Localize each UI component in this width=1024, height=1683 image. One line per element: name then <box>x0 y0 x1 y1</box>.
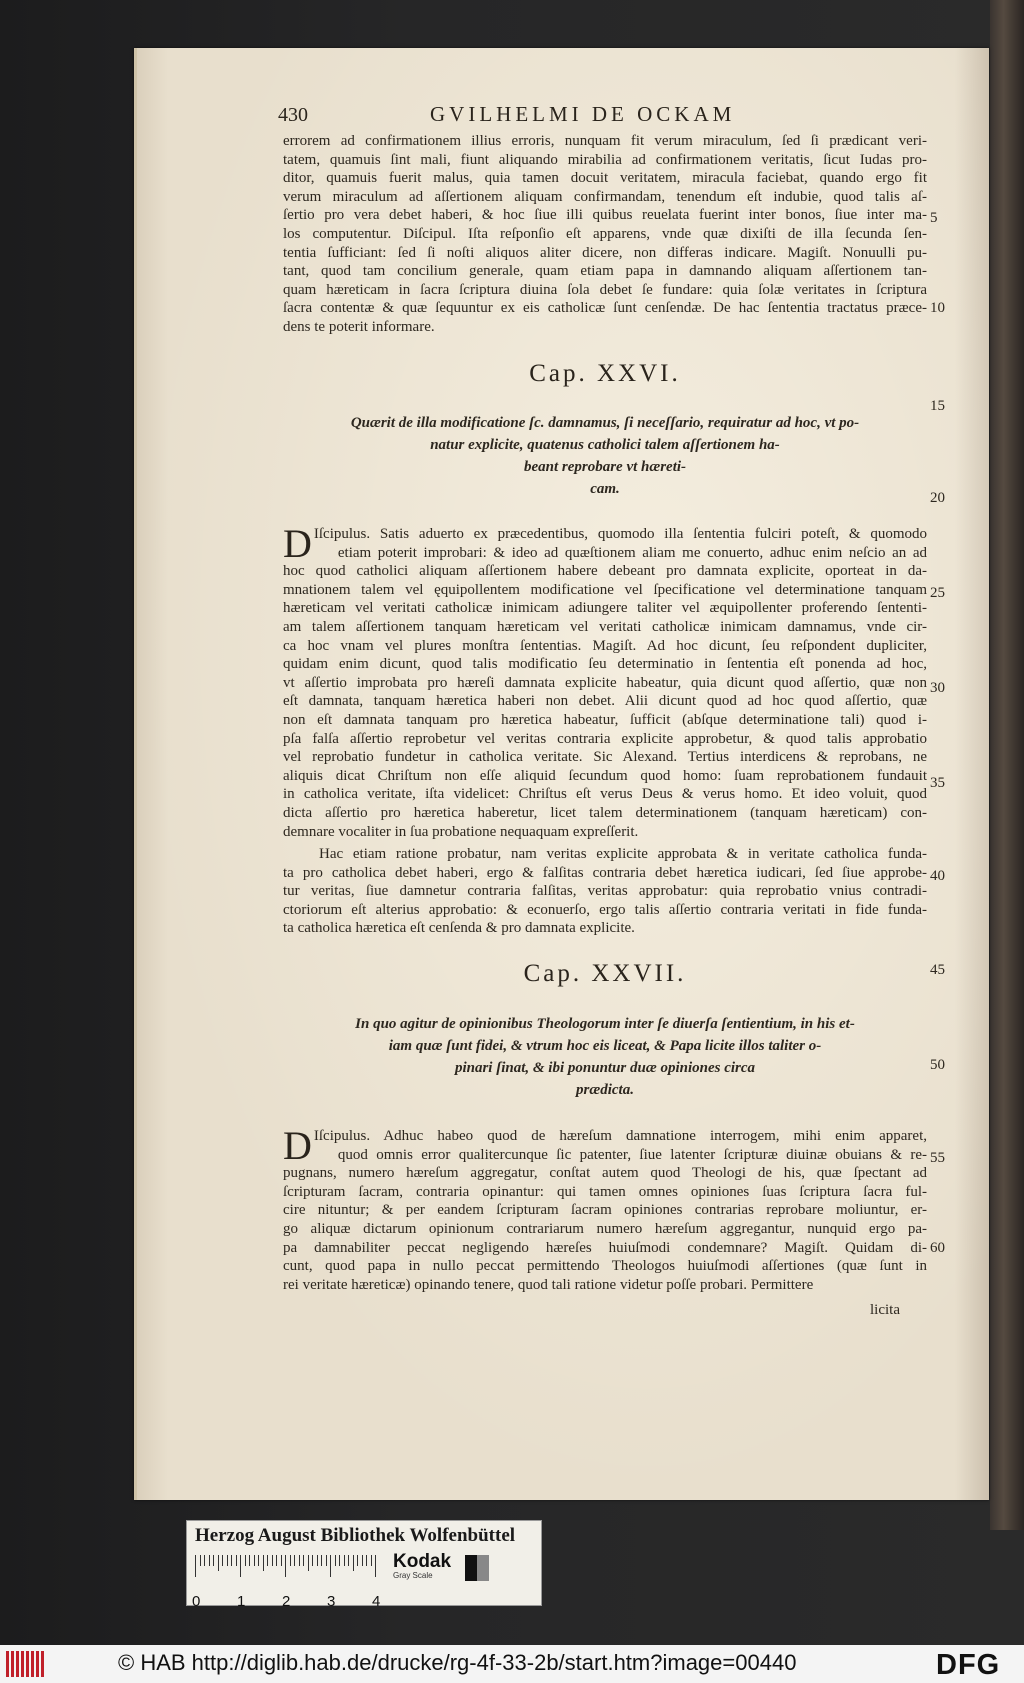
ruler-tick <box>375 1555 376 1577</box>
drop-capital: D <box>283 1123 312 1168</box>
text-line: non eſt damnata tanquam pro hæretica habeatur, ſufficit (abſque determinatione tali) quod i- <box>283 711 927 728</box>
drop-capital: D <box>283 521 312 566</box>
ruler-tick <box>267 1555 268 1566</box>
ruler-tick <box>222 1555 223 1566</box>
margin-line-number: 25 <box>930 585 945 601</box>
ruler-tick <box>213 1555 214 1566</box>
text-line: etiam poterit improbari: & ideo ad quæſtionem aliam me conuerto, adhuc enim neſcio an ad <box>337 544 927 561</box>
text-line: ſacra contentæ & quæ ſequuntur ex eis catholicæ ſunt cenſendæ. De hac ſententia tractatus præce- <box>283 300 927 317</box>
ruler-tick <box>272 1555 273 1566</box>
margin-line-number: 35 <box>930 775 945 791</box>
text-line: hoc quod catholici aliquam aſſertionem habere debeant pro damnata explicite, oporteat in da- <box>283 563 927 580</box>
footer-url[interactable]: © HAB http://diglib.hab.de/drucke/rg-4f-33-2b/start.htm?image=00440 <box>118 1650 797 1675</box>
text-line: Hac etiam ratione probatur, nam veritas explicite approbata & in veritate catholica funda- <box>319 846 927 862</box>
chapter-26-body <box>283 521 927 841</box>
ruler-tick <box>299 1555 300 1566</box>
margin-line-number: 40 <box>930 868 945 884</box>
margin-line-number: 50 <box>930 1057 945 1073</box>
ruler-tick <box>258 1555 259 1566</box>
ruler-tick <box>317 1555 318 1566</box>
summary-line: Quærit de illa modificatione ſc. damnamus, ſi neceſſario, requiratur ad hoc, vt po- <box>350 415 860 431</box>
ruler-tick <box>200 1555 201 1566</box>
ruler-number: 2 <box>282 1593 291 1610</box>
text-line: verum miraculum ad aſſertionem aliquam confirmandam, tenendum eſt indubie, quod talis aſ- <box>283 188 927 205</box>
kodak-logo: Kodak <box>393 1551 452 1572</box>
text-line: vel reprobatio fundetur in catholica veritate. Sic Alexand. Tertius interdicens & reprobans, ne <box>283 749 927 766</box>
text-line: pa damnabiliter peccat negligendo hæreſes huiuſmodi condemnare? Magiſt. Quidam di- <box>283 1239 927 1256</box>
ruler-tick <box>294 1555 295 1566</box>
page-left-edge <box>134 48 137 1500</box>
summary-line: beant reprobare vt hæreti- <box>523 459 687 475</box>
text-line: in catholica veritate, iſta videlicet: Chriſtus eſt verus Deus & verus homo. Et ideo voluit, quod <box>283 786 927 803</box>
ruler-tick <box>263 1555 264 1571</box>
ruler-tick <box>330 1555 331 1577</box>
margin-line-number: 5 <box>930 210 938 226</box>
paragraph-continued <box>283 132 927 337</box>
chapter-heading-27: Cap. XXVII. <box>523 960 687 987</box>
ruler-tick <box>371 1555 372 1566</box>
running-title: GVILHELMI DE OCKAM <box>430 102 736 126</box>
text-line: vt aſſertio improbata pro hæreſi damnata explicite habeatur, quia dicunt quod aſſertio, quæ non <box>283 674 927 691</box>
ruler-tick <box>245 1555 246 1566</box>
text-line: aliquis dicat Chriſtum non eſſe aliquid ſecundum quod homo: ſuam reprobationem fundauit <box>283 767 927 784</box>
text-line: ſcripturam ſacram, contraria opinantur: qui tamen omnes opiniones ſuas ſcriptura ſacra ful- <box>283 1183 927 1200</box>
chapter-summary-27 <box>283 1013 927 1101</box>
text-line: mnationem talem vel ęquipollentem modificatione vel ſpecificatione vel determinatione tanquam <box>283 581 927 598</box>
summary-line: In quo agitur de opinionibus Theologorum inter ſe diuerſa ſentientium, in his et- <box>355 1016 855 1032</box>
text-line: tentia ſufficiant: ſed ſi noſti aliquos aliter dicere, non differas indicare. Magiſt. Nonuulli pu- <box>283 244 927 261</box>
text-line: ta pro catholica debet haberi, ergo & falſitas contraria debet hæretica iudicari, ſed ſiue approbe- <box>283 864 927 881</box>
text-line: Iſcipulus. Adhuc habeo quod de hæreſum damnatione interrogem, mihi enim apparet, <box>313 1128 927 1144</box>
text-line: errorem ad confirmationem illius erroris, nunquam fit verum miraculum, ſed ſi prædicant veri- <box>283 133 927 149</box>
text-line: quam hæreticam in ſacra ſcriptura diuina ſola debet ſe fundare: quia ſolæ veritates in ſcriptura <box>283 281 927 298</box>
ruler-number: 3 <box>327 1593 336 1610</box>
text-line: eſt damnata, tanquam hæretica haberi non debet. Alii dicunt quod ad hoc quod aſſertio, quæ <box>283 693 927 710</box>
adjacent-page-edge <box>990 0 1024 1530</box>
ruler-tick <box>335 1555 336 1566</box>
text-line: cire nituntur; & per eandem ſcripturam ſacram opiniones contrarias reprobare moliuntur, er- <box>283 1202 927 1219</box>
ruler-tick <box>218 1555 219 1571</box>
chapter-heading-26: Cap. XXVI. <box>529 360 681 387</box>
ruler-tick <box>227 1555 228 1566</box>
chapter-summary-26 <box>283 412 927 500</box>
ruler-tick <box>321 1555 322 1566</box>
ruler-tick <box>348 1555 349 1566</box>
ruler-tick <box>362 1555 363 1566</box>
kodak-gray-scale <box>393 1551 451 1580</box>
ruler-tick <box>353 1555 354 1571</box>
text-line: pſa falſa aſſertio reprobetur vel veritas contraria explicite approbetur, & quod talis approbatio <box>283 730 927 747</box>
ruler-number: 4 <box>372 1593 381 1610</box>
ruler-tick <box>308 1555 309 1571</box>
margin-line-number: 60 <box>930 1240 945 1256</box>
ruler-tick <box>303 1555 304 1566</box>
library-name: Herzog August Bibliothek Wolfenbüttel <box>195 1525 516 1546</box>
ruler-tick <box>357 1555 358 1566</box>
ruler-tick <box>236 1555 237 1566</box>
summary-line: pinari ſinat, & ibi ponuntur duæ opiniones circa <box>454 1060 756 1076</box>
ruler-tick <box>339 1555 340 1566</box>
text-line: ta catholica hæretica eſt cenſenda & pro damnata explicite. <box>283 920 635 937</box>
ruler-tick <box>366 1555 367 1566</box>
ruler-tick <box>249 1555 250 1566</box>
text-line: tatem, quamuis ſint mali, fiunt aliquando mirabilia ad confirmationem veritatis, ſicut Iudas pro- <box>283 151 927 168</box>
text-line: pugnans, numero hæreſum aggregatur, conſtat autem quod Theologi de his, quæ ſpectant ad <box>283 1165 927 1182</box>
text-line: dens te poterit informare. <box>283 318 435 335</box>
summary-line: prædicta. <box>576 1082 634 1098</box>
summary-line: cam. <box>590 481 620 497</box>
text-line: ctoriorum eſt alterius approbatio: & econuerſo, ergo talis aſſertio contraria veritati in fide funda- <box>283 901 927 918</box>
ruler-tick <box>204 1555 205 1566</box>
dfg-logo: DFG <box>936 1649 1001 1681</box>
chapter-26-body-2 <box>283 845 927 938</box>
margin-line-number: 20 <box>930 490 945 506</box>
margin-line-number: 45 <box>930 962 945 978</box>
text-line: go aliquæ dictarum opinionum contrariarum numero hæreſum aggregantur, nunquid ergo pa- <box>283 1220 927 1237</box>
ruler-tick <box>231 1555 232 1566</box>
ruler-scale <box>192 1555 425 1610</box>
ruler-tick <box>240 1555 241 1577</box>
text-line: dicta aſſertio pro hæretica haberetur, licet talem determinationem (tanquam hæreticam) con- <box>283 804 927 821</box>
margin-line-number: 15 <box>930 398 945 414</box>
text-line: rei veritate hæreticæ) opinando tenere, quod tali ratione videtur poſſe probari. Permittere <box>283 1276 814 1293</box>
running-head <box>278 102 918 132</box>
text-line: tant, quod tam concilium generale, quam etiam papa in damnando aliquam aſſertionem tan- <box>283 263 927 280</box>
margin-line-number: 55 <box>930 1150 945 1166</box>
text-line: quod omnis error qualitercunque ſic patenter, ſiue latenter ſcripturæ diuinæ obuians & re- <box>337 1146 927 1163</box>
text-line: cunt, quod papa in nullo peccat permittendo Theologos huiuſmodi aſſertiones (quæ ſunt in <box>283 1258 927 1275</box>
summary-line: natur explicite, quatenus catholici talem aſſertionem ha- <box>430 437 780 453</box>
text-line: los computentur. Diſcipul. Iſta reſponſio eſt apparens, vnde quæ dixiſti de illa ſecunda ſen- <box>283 225 927 242</box>
text-line: ditor, quamuis fuerit malus, quia tamen docuit veritatem, miracula faciebat, quando ergo fit <box>283 170 927 187</box>
ruler-tick <box>209 1555 210 1566</box>
ruler-number: 0 <box>192 1593 201 1610</box>
text-line: ſertio pro vera debet haberi, & hoc ſiue illi quibus reuelata fuerint inter bonos, ſiue inter ma- <box>283 207 927 224</box>
margin-line-number: 30 <box>930 680 945 696</box>
text-line: am talem aſſertionem tanquam hæreticam vel veritati catholicæ inimicam damnamus, vnde cir- <box>283 618 927 635</box>
ruler-tick <box>195 1555 196 1577</box>
footer-bar <box>0 1645 1024 1683</box>
ruler-tick <box>285 1555 286 1577</box>
text-line: tur veritas, ſiue damnetur contraria falſitas, veritas approbatur: quia reprobatio vnius contradi- <box>283 883 927 900</box>
text-line: hæreticam vel veritati catholicæ inimicam adiungere taliter vel æquipollenter proferendo ſententi- <box>283 600 927 617</box>
ruler-number: 1 <box>237 1593 246 1610</box>
gray-patch <box>465 1555 489 1581</box>
ruler-tick <box>276 1555 277 1566</box>
ruler-tick <box>344 1555 345 1566</box>
text-line: ca hoc vnam vel plures monſtra ſententias. Magiſt. Ad hoc dicunt, ſeu reſpondent dupliciter, <box>283 637 927 654</box>
page-number: 430 <box>278 104 308 126</box>
library-color-scale-label <box>186 1520 542 1610</box>
text-line: demnare vocaliter in ſua probatione nequaquam expreſſerit. <box>283 823 639 840</box>
ruler-tick <box>281 1555 282 1566</box>
ruler-tick <box>290 1555 291 1566</box>
ruler-tick <box>312 1555 313 1566</box>
text-line: Iſcipulus. Satis aduerto ex præcedentibus, quomodo illa ſententia fulciri poteſt, & quomodo <box>313 526 927 542</box>
ruler-tick <box>326 1555 327 1566</box>
text-line: quidam enim dicunt, quod talis modificatio ſeu determinatio in ſententia eſt ponenda ad hoc, <box>283 656 927 673</box>
gray-scale-label: Gray Scale <box>393 1571 433 1580</box>
chapter-27-body <box>283 1123 927 1294</box>
summary-line: iam quæ ſunt fidei, & vtrum hoc eis liceat, & Papa licite illos taliter o- <box>388 1038 822 1054</box>
ruler-tick <box>254 1555 255 1566</box>
catchword: licita <box>870 1302 900 1318</box>
hab-logo-icon <box>6 1651 46 1677</box>
margin-line-number: 10 <box>930 300 945 316</box>
